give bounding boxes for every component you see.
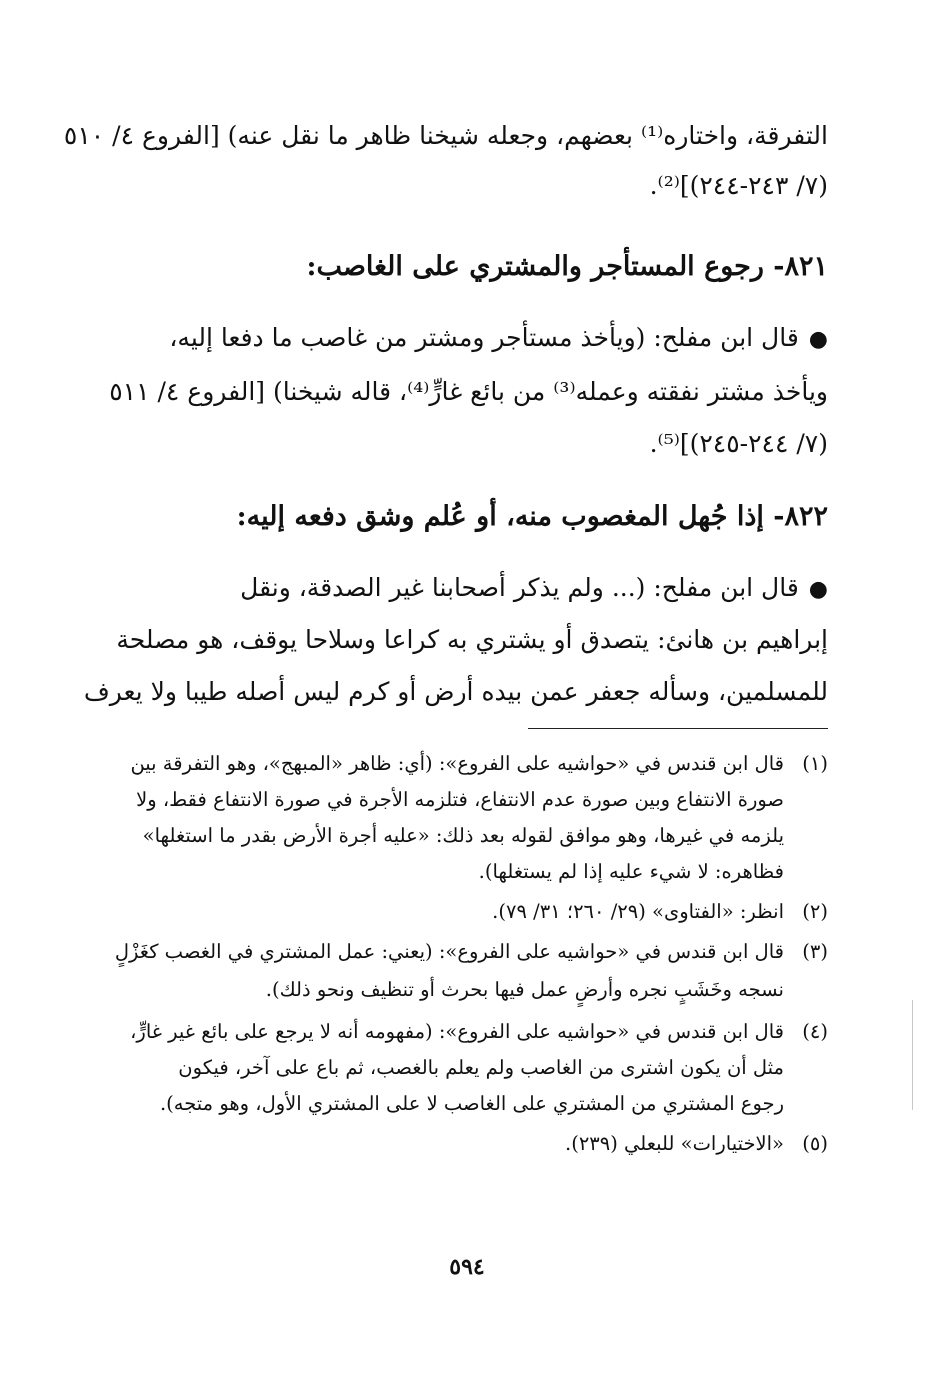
footnote-line: نسجه وخَشَبٍ نجره وأرضٍ عمل فيها بحرث أو تنظيف ونحو ذلك). [265, 978, 784, 1001]
footnote-number: (٣) [802, 940, 828, 963]
paragraph-line: (٧/ ٢٤٣-٢٤٤)]⁽²⁾. [649, 171, 828, 200]
footnote-1 [108, 750, 828, 778]
footnote-divider [528, 728, 828, 729]
footnote-line: فظاهره: لا شيء عليه إذا لم يستغلها). [478, 860, 784, 883]
footnote-text: «الاختيارات» للبعلي (٢٣٩). [565, 1132, 784, 1155]
footnote-text: قال ابن قندس في «حواشيه على الفروع»: (مفهومه أنه لا يرجع على بائع غير غارٍّ، [130, 1020, 784, 1043]
bullet-icon: ● [808, 327, 828, 352]
paragraph-line [108, 322, 828, 356]
paragraph-line: (٧/ ٢٤٤-٢٤٥)]⁽⁵⁾. [649, 429, 828, 458]
footnote-text: انظر: «الفتاوى» (٢٩/ ٢٦٠؛ ٣١/ ٧٩). [492, 900, 784, 923]
footnote-line: رجوع المشتري من المشتري على الغاصب لا على المشتري الأول، وهو متجه). [159, 1092, 784, 1115]
paragraph-line: للمسلمين، وسأله جعفر عمن بيده أرض أو كرم ليس أصله طيبا ولا يعرف [83, 677, 828, 706]
paragraph-line-text: قال ابن مفلح: (ويأخذ مستأجر ومشتر من غاصب ما دفعا إليه، [169, 323, 799, 352]
bullet-icon: ● [808, 577, 828, 602]
footnote-line: مثل أن يكون اشترى من الغاصب ولم يعلم بالغصب، ثم باع على آخر، فيكون [178, 1056, 784, 1079]
paragraph-line-text: قال ابن مفلح: (... ولم يذكر أصحابنا غير الصدقة، ونقل [240, 573, 799, 602]
footnote-number: (١) [802, 752, 828, 775]
paragraph-line [108, 572, 828, 606]
paragraph-line: إبراهيم بن هانئ: يتصدق أو يشتري به كراعا وسلاحا يوقف، هو مصلحة [116, 625, 828, 654]
footnote-2 [108, 898, 828, 926]
footnote-line: صورة الانتفاع وبين صورة عدم الانتفاع، فتلزمه الأجرة في صورة الانتفاع فقط، ولا [136, 788, 784, 811]
footnote-4 [108, 1018, 828, 1046]
scan-margin-line [912, 1000, 913, 1110]
section-heading-822: ٨٢٢- إذا جُهل المغصوب منه، أو عُلم وشق دفعه إليه: [236, 501, 828, 532]
footnote-3 [108, 938, 828, 966]
footnote-5 [108, 1130, 828, 1158]
footnote-number: (٤) [802, 1020, 828, 1043]
footnote-number: (٥) [802, 1132, 828, 1155]
footnote-line: يلزمه في غيرها، وهو موافق لقوله بعد ذلك: «عليه أجرة الأرض بقدر ما استغلها» [142, 824, 784, 847]
paragraph-line: التفرقة، واختاره⁽¹⁾ بعضهم، وجعله شيخنا ظاهر ما نقل عنه) [الفروع ٤/ ٥١٠ [63, 121, 828, 150]
section-heading-821: ٨٢١- رجوع المستأجر والمشتري على الغاصب: [306, 251, 828, 282]
footnote-text: قال ابن قندس في «حواشيه على الفروع»: (أي: ظاهر «المبهج»، وهو التفرقة بين [130, 752, 784, 775]
footnote-text: قال ابن قندس في «حواشيه على الفروع»: (يعني: عمل المشتري في الغصب كغَزْلٍ [114, 940, 784, 963]
paragraph-line: ويأخذ مشتر نفقته وعمله⁽³⁾ من بائع غارٍّ⁽⁴⁾، قاله شيخنا) [الفروع ٤/ ٥١١ [109, 377, 828, 406]
footnote-number: (٢) [802, 900, 828, 923]
page-number: ٥٩٤ [449, 1254, 485, 1280]
